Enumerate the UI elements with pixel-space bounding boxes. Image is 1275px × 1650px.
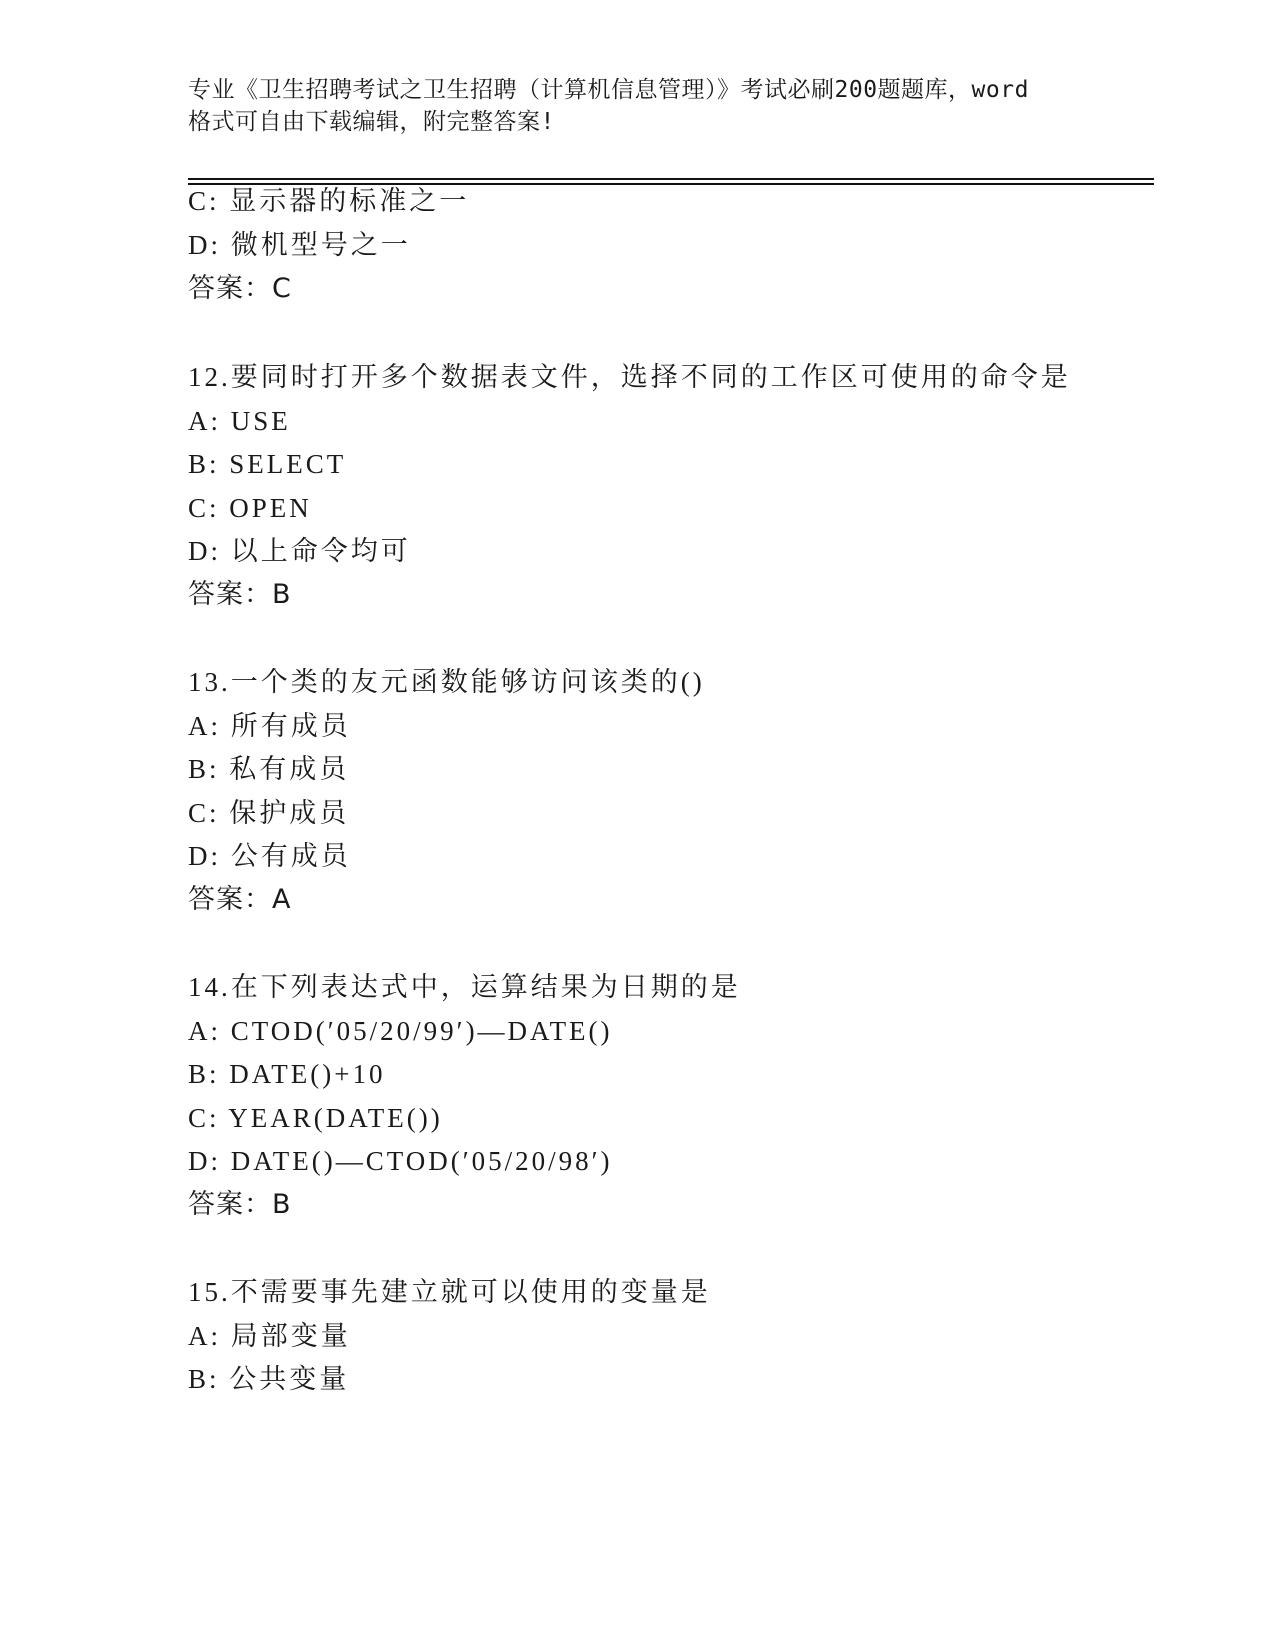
question-stem: 12.要同时打开多个数据表文件，选择不同的工作区可使用的命令是 [188,362,1071,392]
option-b: B: DATE()+10 [188,1059,386,1089]
option-c: C: 保护成员 [188,798,350,828]
header-line-1: 专业《卫生招聘考试之卫生招聘（计算机信息管理）》考试必刷200题题库，word [188,77,1029,103]
question-stem: 14.在下列表达式中，运算结果为日期的是 [188,972,741,1002]
answer-line: 答案：B [188,579,292,610]
option-c: C: YEAR(DATE()) [188,1103,443,1133]
question-stem: 15.不需要事先建立就可以使用的变量是 [188,1277,711,1307]
option-a: A: 局部变量 [188,1321,351,1351]
option-b: B: 私有成员 [188,754,350,784]
option-b: B: 公共变量 [188,1364,350,1394]
option-d: D: 公有成员 [188,841,351,871]
option-d: D: DATE()—CTOD(′05/20/98′) [188,1146,613,1176]
option-d: D: 以上命令均可 [188,536,411,566]
answer-line: 答案：C [188,273,292,304]
document-header [188,74,1088,138]
question-stem: 13.一个类的友元函数能够访问该类的() [188,667,705,697]
answer-line: 答案：B [188,1189,292,1220]
option-c: C: 显示器的标准之一 [188,186,470,216]
header-line-2: 格式可自由下载编辑，附完整答案! [188,109,555,135]
header-divider-top [188,178,1154,180]
option-b: B: SELECT [188,449,347,479]
option-a: A: 所有成员 [188,711,351,741]
option-a: A: CTOD(′05/20/99′)—DATE() [188,1016,613,1046]
option-d: D: 微机型号之一 [188,230,411,260]
option-a: A: USE [188,406,291,436]
answer-line: 答案：A [188,884,292,915]
option-c: C: OPEN [188,493,312,523]
